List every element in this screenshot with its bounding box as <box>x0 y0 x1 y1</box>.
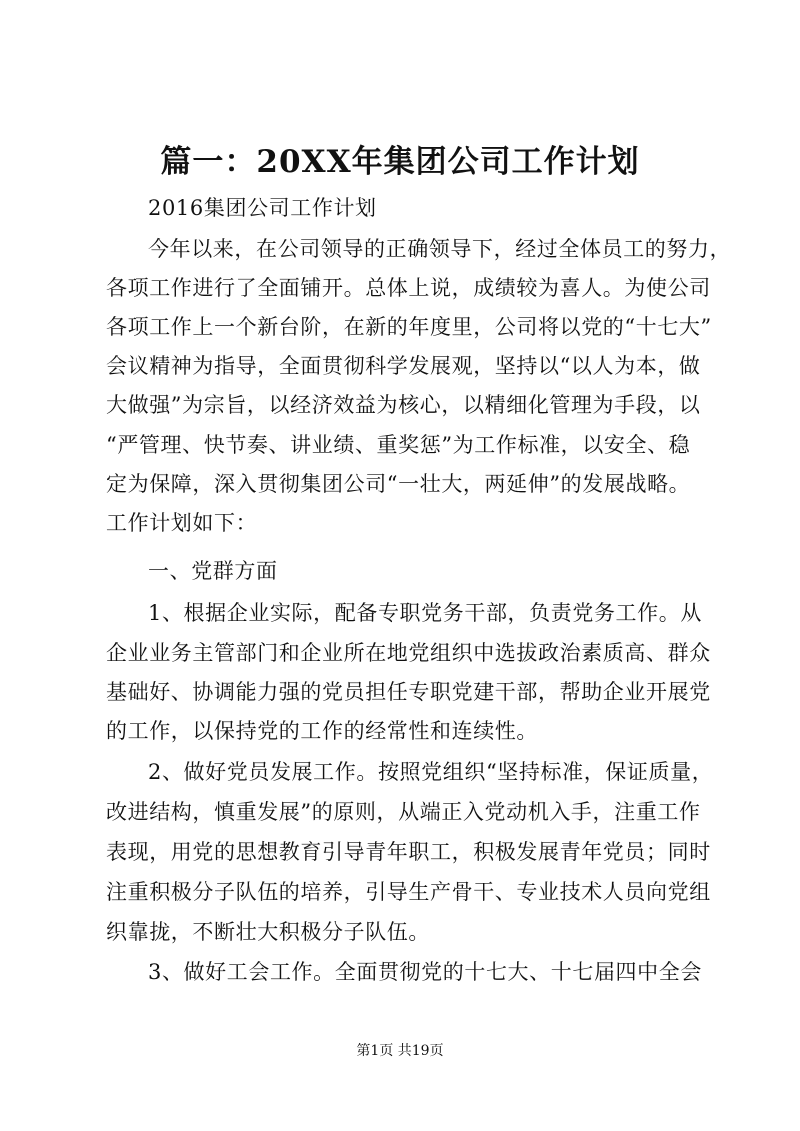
doc-line-20: 3、做好工会工作。全面贯彻党的十七大、十七届四中全会 <box>148 960 702 984</box>
doc-line-11: 1、根据企业实际，配备专职党务干部，负责党务工作。从 <box>148 601 702 625</box>
page-title: 篇一：20XX年集团公司工作计划 <box>160 144 640 180</box>
page-footer: 第1页 共19页 <box>356 1043 444 1059</box>
doc-line-18: 注重积极分子队伍的培养，引导生产骨干、专业技术人员向党组 <box>106 880 711 904</box>
doc-line-3: 各项工作进行了全面铺开。总体上说，成绩较为喜人。为使公司 <box>106 276 711 300</box>
doc-line-8: 定为保障，深入贯彻集团公司“一壮大，两延伸”的发展战略。 <box>106 472 691 496</box>
doc-line-10: 一、党群方面 <box>148 559 278 583</box>
doc-line-17: 表现，用党的思想教育引导青年职工，积极发展青年党员；同时 <box>106 840 711 864</box>
doc-line-19: 织靠拢，不断壮大积极分子队伍。 <box>106 920 430 944</box>
doc-line-5: 会议精神为指导，全面贯彻科学发展观，坚持以“以人为本，做 <box>106 354 701 378</box>
doc-line-1: 2016集团公司工作计划 <box>148 196 377 220</box>
doc-line-13: 基础好、协调能力强的党员担任专职党建干部，帮助企业开展党 <box>106 680 711 704</box>
doc-line-15: 2、做好党员发展工作。按照党组织“坚持标准，保证质量， <box>148 760 714 784</box>
doc-line-12: 企业业务主管部门和企业所在地党组织中选拔政治素质高、群众 <box>106 641 711 665</box>
doc-line-2: 今年以来，在公司领导的正确领导下，经过全体员工的努力， <box>148 237 732 261</box>
doc-line-7: “严管理、快节奏、讲业绩、重奖惩”为工作标准，以安全、稳 <box>106 433 691 457</box>
doc-line-4: 各项工作上一个新台阶，在新的年度里，公司将以党的“十七大” <box>106 315 712 339</box>
doc-line-16: 改进结构，慎重发展”的原则，从端正入党动机入手，注重工作 <box>106 800 701 824</box>
doc-line-6: 大做强”为宗旨，以经济效益为核心，以精细化管理为手段，以 <box>106 393 701 417</box>
doc-line-14: 的工作，以保持党的工作的经常性和连续性。 <box>106 719 538 743</box>
doc-line-9: 工作计划如下： <box>106 511 258 535</box>
